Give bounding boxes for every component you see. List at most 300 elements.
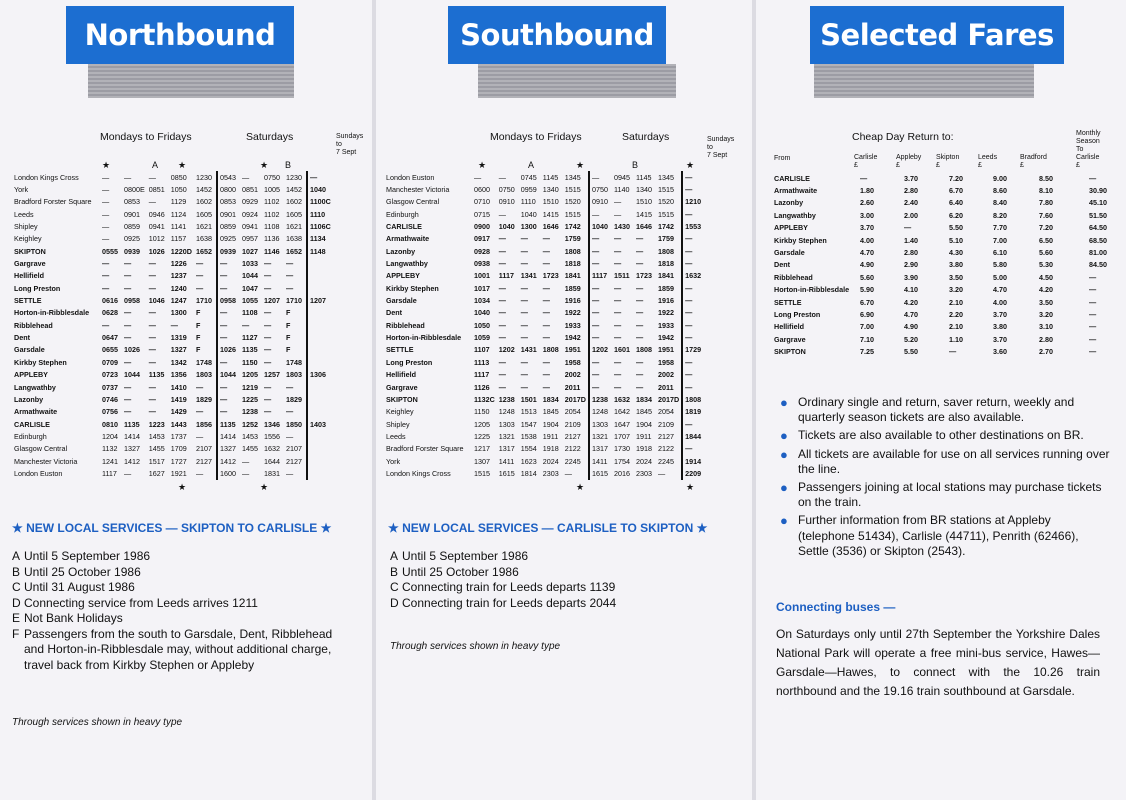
station-name: Leeds xyxy=(386,431,406,441)
station-name: London Euston xyxy=(14,468,63,478)
time-cell: 1241 xyxy=(102,456,118,466)
note-key: B xyxy=(12,564,21,579)
time-cell: — xyxy=(635,333,644,343)
time-cell: 0800E xyxy=(124,185,145,195)
time-cell xyxy=(307,307,333,319)
time-cell: — xyxy=(682,369,705,381)
time-cell: F xyxy=(195,320,201,330)
station-name: Ribblehead xyxy=(386,320,425,330)
service-mark: A xyxy=(528,160,535,170)
time-cell: 1723 xyxy=(542,271,559,281)
time-cell: — xyxy=(589,208,612,220)
time-cell xyxy=(307,270,333,282)
time-cell: 1146 xyxy=(263,246,280,256)
time-cell: 1033 xyxy=(241,259,258,269)
table-row xyxy=(772,209,1121,221)
fare-cell: 3.80 xyxy=(993,322,1007,332)
time-cell: — xyxy=(285,382,294,392)
fare-cell: 45.10 xyxy=(1089,198,1107,208)
time-cell: — xyxy=(148,283,156,293)
time-cell: 1210 xyxy=(682,196,705,208)
time-cell: — xyxy=(520,382,528,392)
time-cell: 0710 xyxy=(474,197,490,207)
time-cell: 1117 xyxy=(474,370,490,380)
time-cell: — xyxy=(217,282,240,294)
time-cell: 1044 xyxy=(241,271,258,281)
time-cell xyxy=(307,344,333,356)
fare-cell: 4.50 xyxy=(1039,272,1053,282)
fare-cell: 1.40 xyxy=(904,235,918,245)
time-cell: — xyxy=(124,468,132,478)
table-row xyxy=(386,196,705,208)
station-name: Hellifield xyxy=(14,271,44,281)
fare-cell: 6.90 xyxy=(860,309,874,319)
time-cell: 1050 xyxy=(170,185,187,195)
fare-cell: 5.80 xyxy=(993,260,1007,270)
time-cell: 1040 xyxy=(589,220,612,232)
fare-cell: 3.00 xyxy=(860,210,874,220)
time-cell: 1225 xyxy=(474,431,490,441)
time-cell: 1554 xyxy=(520,444,537,454)
time-cell: 0859 xyxy=(217,220,240,232)
time-cell: 1140 xyxy=(613,185,630,195)
time-cell: — xyxy=(498,209,506,219)
table-row xyxy=(14,455,333,467)
fare-cell: 5.20 xyxy=(904,334,918,344)
time-cell: 1306 xyxy=(307,369,333,381)
time-cell: — xyxy=(307,171,333,183)
station-name: London Euston xyxy=(386,172,435,182)
fare-column-header xyxy=(978,154,997,170)
time-cell: 1829 xyxy=(285,394,302,404)
time-cell xyxy=(307,282,333,294)
time-cell: 1605 xyxy=(195,209,212,219)
time-cell: — xyxy=(613,308,622,318)
time-cell: 1818 xyxy=(564,259,581,269)
fare-cell: 2.80 xyxy=(1039,334,1053,344)
time-cell: 1126 xyxy=(474,382,490,392)
time-cell: — xyxy=(124,283,132,293)
note-key: D xyxy=(12,595,21,610)
time-cell: 1403 xyxy=(307,418,333,430)
fare-cell: — xyxy=(1089,285,1097,295)
time-cell: 1113 xyxy=(474,357,490,367)
time-cell: — xyxy=(263,345,272,355)
time-cell: 1319 xyxy=(170,333,187,343)
time-cell: — xyxy=(148,197,156,207)
time-cell: 1737 xyxy=(170,431,187,441)
time-cell: 1040 xyxy=(307,183,333,195)
fare-cell: 5.50 xyxy=(904,347,918,357)
time-cell: — xyxy=(263,394,272,404)
time-cell: 0851 xyxy=(148,185,165,195)
time-cell: 1220D xyxy=(170,246,192,256)
time-cell: 1205 xyxy=(241,370,258,380)
time-cell: — xyxy=(285,283,294,293)
time-cell: 0853 xyxy=(124,197,140,207)
time-cell: 1754 xyxy=(613,456,630,466)
time-cell: 0746 xyxy=(102,394,118,404)
time-cell: — xyxy=(589,331,612,343)
time-cell: 1748 xyxy=(285,357,302,367)
time-cell: 1141 xyxy=(170,222,187,232)
table-row xyxy=(386,443,705,455)
time-cell: 1808 xyxy=(657,246,674,256)
time-cell: — xyxy=(124,320,132,330)
time-cell: 1547 xyxy=(520,419,537,429)
time-cell: — xyxy=(263,357,272,367)
column-name: Carlisle xyxy=(854,154,878,161)
service-mark: ★ xyxy=(260,160,269,170)
time-cell: — xyxy=(635,382,644,392)
service-mark: ★ xyxy=(102,160,111,170)
table-row xyxy=(386,381,705,393)
bus-heading: Connecting buses — xyxy=(776,600,896,614)
time-cell: 1834 xyxy=(635,394,652,404)
time-cell: — xyxy=(589,319,612,331)
time-cell: 1117 xyxy=(589,270,612,282)
fare-cell: 5.10 xyxy=(949,235,963,245)
table-row xyxy=(14,183,333,195)
time-cell: 1453 xyxy=(241,431,258,441)
station-name: Kirkby Stephen xyxy=(774,235,827,245)
time-cell: 0957 xyxy=(241,234,258,244)
time-cell: — xyxy=(285,271,294,281)
time-cell: 1647 xyxy=(613,419,630,429)
note-text: Until 31 August 1986 xyxy=(24,580,135,594)
station-name: Garsdale xyxy=(774,248,805,258)
time-cell xyxy=(307,257,333,269)
time-cell: 1145 xyxy=(635,172,652,182)
sat-header: Saturdays xyxy=(246,131,294,143)
fares-table xyxy=(772,172,1121,358)
time-cell: — xyxy=(613,246,622,256)
column-name: Skipton xyxy=(936,154,960,161)
time-cell: — xyxy=(635,308,644,318)
station-name: Long Preston xyxy=(14,283,61,293)
bullet-icon: ● xyxy=(780,446,788,462)
fare-column-header xyxy=(854,154,877,170)
column-unit: £ xyxy=(936,162,940,169)
column-unit: £ xyxy=(854,162,858,169)
time-cell: 2122 xyxy=(657,444,674,454)
fare-cell: 2.10 xyxy=(949,322,963,332)
service-mark: B xyxy=(632,160,639,170)
time-cell: 1110 xyxy=(520,197,536,207)
time-cell: 1515 xyxy=(657,185,674,195)
bullet-item xyxy=(780,447,1110,477)
time-cell: 1414 xyxy=(124,431,140,441)
table-row xyxy=(772,321,1121,333)
time-cell: 1859 xyxy=(657,283,674,293)
time-cell: — xyxy=(148,308,156,318)
table-row xyxy=(772,308,1121,320)
time-cell: 1510 xyxy=(542,197,559,207)
time-cell: 2011 xyxy=(657,382,674,392)
table-row xyxy=(386,183,705,195)
time-cell: 1100C xyxy=(307,196,333,208)
time-cell: — xyxy=(102,222,110,232)
fare-cell: 7.00 xyxy=(860,322,874,332)
note-text: Connecting service from Leeds arrives 1211 xyxy=(24,595,258,610)
time-cell: 1511 xyxy=(613,271,630,281)
time-cell: 0959 xyxy=(520,185,537,195)
time-cell: 1102 xyxy=(263,209,280,219)
station-name: Edinburgh xyxy=(386,209,419,219)
time-cell: 1044 xyxy=(124,370,140,380)
time-cell: 1556 xyxy=(263,431,280,441)
north-notes xyxy=(12,549,352,673)
table-row xyxy=(772,234,1121,246)
bullet-text: All tickets are available for use on all services running over the line. xyxy=(798,446,1110,476)
fare-cell: 7.70 xyxy=(993,223,1007,233)
time-cell: 1411 xyxy=(589,455,612,467)
note-text: Connecting train for Leeds departs 1139 xyxy=(402,580,616,594)
south-local-heading: ★ NEW LOCAL SERVICES — CARLISLE TO SKIPTON ★ xyxy=(388,521,708,535)
time-cell: — xyxy=(542,320,550,330)
station-name: Armathwaite xyxy=(14,407,58,417)
time-cell: — xyxy=(613,259,622,269)
time-cell: 2303 xyxy=(542,468,559,478)
time-cell: 1202 xyxy=(589,344,612,356)
time-cell: 1605 xyxy=(285,209,302,219)
station-name: SKIPTON xyxy=(386,394,418,404)
time-cell: 1727 xyxy=(170,456,187,466)
time-cell: 2245 xyxy=(564,456,581,466)
time-cell: 1904 xyxy=(635,419,652,429)
table-row xyxy=(386,245,705,257)
time-cell: — xyxy=(635,370,644,380)
fare-cell: 2.20 xyxy=(949,309,963,319)
time-cell: — xyxy=(613,197,622,207)
table-row xyxy=(14,406,333,418)
time-cell: — xyxy=(195,271,204,281)
table-row xyxy=(14,220,333,232)
station-name: Manchester Victoria xyxy=(14,456,78,466)
fare-cell: 8.40 xyxy=(993,198,1007,208)
table-row xyxy=(386,369,705,381)
time-cell: — xyxy=(682,307,705,319)
fare-cell: — xyxy=(1089,322,1097,332)
time-cell: 1911 xyxy=(635,431,652,441)
time-cell: 0901 xyxy=(217,208,240,220)
time-cell: 1859 xyxy=(564,283,581,293)
time-cell: 0910 xyxy=(589,196,612,208)
fare-cell: 7.20 xyxy=(949,173,963,183)
time-cell: 1538 xyxy=(520,431,537,441)
fare-cell: 3.20 xyxy=(1039,309,1053,319)
time-cell: 2127 xyxy=(285,456,302,466)
time-cell: 1958 xyxy=(564,357,581,367)
station-name: Lazonby xyxy=(774,198,804,208)
time-cell: — xyxy=(217,381,240,393)
fares-panel xyxy=(756,0,1126,800)
time-cell: 1303 xyxy=(498,419,515,429)
station-name: Hellifield xyxy=(774,322,804,332)
table-row xyxy=(386,319,705,331)
time-cell: 1132C xyxy=(474,394,495,404)
time-cell: 2054 xyxy=(657,407,674,417)
sun-header: Sundays to 7 Sept xyxy=(336,133,364,156)
time-cell: 0945 xyxy=(613,172,630,182)
time-cell: 0939 xyxy=(124,246,140,256)
time-cell: 1918 xyxy=(635,444,652,454)
fare-cell: 8.10 xyxy=(1039,186,1053,196)
time-cell: 0715 xyxy=(474,209,490,219)
time-cell: 1414 xyxy=(217,430,240,442)
time-cell: 1803 xyxy=(195,370,212,380)
time-cell: 1646 xyxy=(635,222,652,232)
station-name: Shipley xyxy=(386,419,410,429)
fare-cell: 81.00 xyxy=(1089,248,1107,258)
time-cell: 2107 xyxy=(195,444,212,454)
bullet-icon: ● xyxy=(780,513,788,529)
station-name: SKIPTON xyxy=(774,347,806,357)
time-cell: — xyxy=(263,407,272,417)
time-cell: 0655 xyxy=(102,345,118,355)
mf-header: Mondays to Fridays xyxy=(490,131,582,143)
table-row xyxy=(772,296,1121,308)
time-cell: F xyxy=(195,333,201,343)
time-cell: 2107 xyxy=(285,444,302,454)
table-row xyxy=(386,270,705,282)
time-cell: 1223 xyxy=(148,419,165,429)
fare-cell: 9.00 xyxy=(993,173,1007,183)
fare-cell: 2.90 xyxy=(904,260,918,270)
note-key: A xyxy=(12,549,21,563)
table-row xyxy=(14,356,333,368)
time-cell: 1230 xyxy=(195,172,212,182)
time-cell: 1225 xyxy=(241,394,258,404)
time-cell: — xyxy=(613,283,622,293)
time-cell: — xyxy=(263,382,272,392)
time-cell: 2017D xyxy=(657,394,680,404)
southbound-title: Southbound xyxy=(448,6,666,64)
time-cell: 1621 xyxy=(285,222,302,232)
time-cell xyxy=(307,443,333,455)
time-cell: 1646 xyxy=(542,222,559,232)
time-cell: — xyxy=(263,283,272,293)
note-key: C xyxy=(390,580,399,594)
station-name: CARLISLE xyxy=(774,173,810,183)
time-cell: — xyxy=(542,234,550,244)
note-item xyxy=(390,580,730,596)
note-text: Connecting train for Leeds departs 2044 xyxy=(402,595,617,610)
southbound-panel xyxy=(376,0,752,800)
fare-cell: 1.80 xyxy=(860,186,874,196)
time-cell: 2002 xyxy=(564,370,581,380)
table-row xyxy=(386,455,705,467)
table-row xyxy=(772,271,1121,283)
fare-cell: 3.50 xyxy=(1039,297,1053,307)
table-row xyxy=(14,171,333,183)
fares-title: Selected Fares xyxy=(810,6,1064,64)
fare-cell: 5.50 xyxy=(949,223,963,233)
time-cell: 0901 xyxy=(124,209,140,219)
time-cell: 1321 xyxy=(498,431,515,441)
note-item xyxy=(12,549,352,565)
time-cell: 1127 xyxy=(241,333,258,343)
time-cell: 1922 xyxy=(657,308,674,318)
time-cell: 1453 xyxy=(148,431,165,441)
time-cell: 1317 xyxy=(589,443,612,455)
time-cell: 2127 xyxy=(564,431,581,441)
time-cell: 1602 xyxy=(285,197,302,207)
time-cell: 2303 xyxy=(635,468,652,478)
time-cell: — xyxy=(263,320,272,330)
time-cell: 1027 xyxy=(241,246,258,256)
table-row xyxy=(14,270,333,282)
time-cell: — xyxy=(102,209,110,219)
column-unit: £ xyxy=(896,162,900,169)
time-cell: 1632 xyxy=(613,394,630,404)
table-row xyxy=(14,208,333,220)
time-cell: 1412 xyxy=(124,456,140,466)
service-mark: ★ xyxy=(576,482,585,492)
title-shadow xyxy=(814,64,1034,98)
station-name: Long Preston xyxy=(386,357,433,367)
fare-cell: 4.90 xyxy=(860,260,874,270)
time-cell: 0925 xyxy=(124,234,140,244)
note-key: B xyxy=(390,564,399,579)
time-cell: F xyxy=(285,320,291,330)
station-name: Ribblehead xyxy=(14,320,53,330)
note-key: A xyxy=(390,549,399,563)
title-shadow xyxy=(88,64,294,98)
time-cell: — xyxy=(613,320,622,330)
time-cell: 1452 xyxy=(195,185,212,195)
time-cell: — xyxy=(195,382,204,392)
time-cell: 1207 xyxy=(307,294,333,306)
time-cell: — xyxy=(148,320,156,330)
time-cell: 1844 xyxy=(682,430,705,442)
time-cell: 1845 xyxy=(635,407,652,417)
table-row xyxy=(14,257,333,269)
service-mark: ★ xyxy=(478,160,487,170)
time-cell: — xyxy=(520,370,528,380)
note-item xyxy=(390,549,730,565)
time-cell: 1814 xyxy=(520,468,537,478)
table-row xyxy=(772,246,1121,258)
time-cell: 1134 xyxy=(307,233,333,245)
time-cell: 1034 xyxy=(474,296,490,306)
time-cell: 1040 xyxy=(474,308,490,318)
time-cell: 1520 xyxy=(657,197,674,207)
note-text: Not Bank Holidays xyxy=(24,611,123,625)
time-cell: 2209 xyxy=(682,467,705,479)
column-name: Leeds xyxy=(978,154,998,161)
time-cell: 2002 xyxy=(657,370,674,380)
time-cell: 1911 xyxy=(542,431,559,441)
south-heavy-note: Through services shown in heavy type xyxy=(390,641,561,652)
time-cell: 1951 xyxy=(564,345,581,355)
time-cell: 1430 xyxy=(613,222,630,232)
northbound-title: Northbound xyxy=(66,6,294,64)
time-cell: 1933 xyxy=(564,320,581,330)
time-cell: 1230 xyxy=(285,172,302,182)
fare-cell: 7.25 xyxy=(860,347,874,357)
north-local-heading: ★ NEW LOCAL SERVICES — SKIPTON TO CARLISLE ★ xyxy=(12,521,332,535)
time-cell: 1951 xyxy=(657,345,674,355)
time-cell: 1819 xyxy=(682,406,705,418)
time-cell: 1150 xyxy=(241,357,258,367)
time-cell: — xyxy=(589,257,612,269)
fare-cell: 4.90 xyxy=(904,322,918,332)
time-cell: 1207 xyxy=(263,296,280,306)
time-cell: 0750 xyxy=(263,172,280,182)
sat-header: Saturdays xyxy=(622,131,670,143)
time-cell: — xyxy=(635,320,644,330)
